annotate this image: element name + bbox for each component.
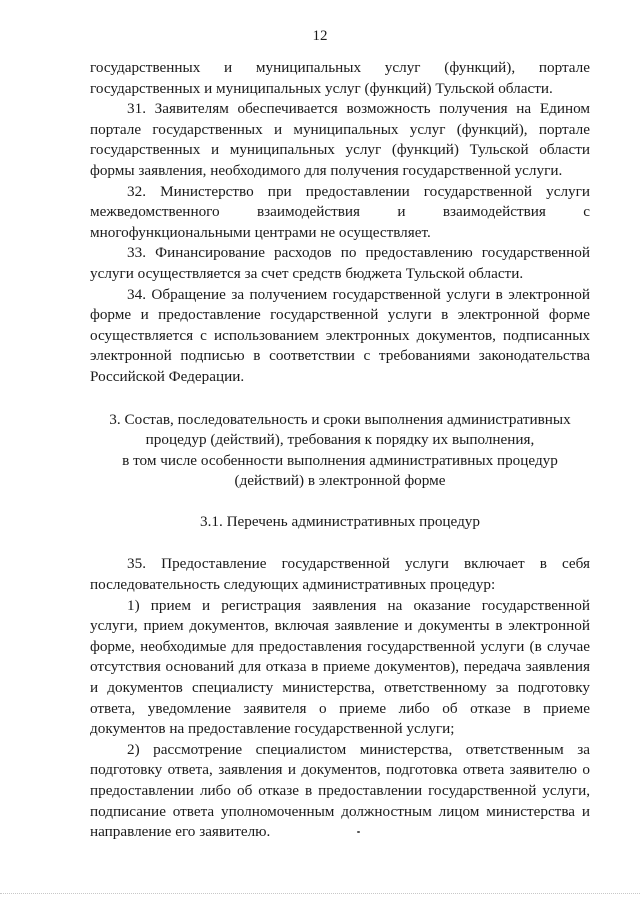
- subsection-heading: 3.1. Перечень административных процедур: [200, 512, 480, 530]
- paragraph: 33. Финансирование расходов по предоставлению государственной услуги осуществляется за счет средств бюджета Тульской области.: [90, 244, 590, 282]
- section-heading-line: в том числе особенности выполнения административных процедур: [122, 451, 558, 469]
- document-body: [90, 58, 590, 843]
- section-heading-line: (действий) в электронной форме: [234, 472, 446, 490]
- section-heading-line: процедур (действий), требования к порядку их выполнения,: [145, 431, 535, 449]
- paragraph: 1) прием и регистрация заявления на оказание государственной услуги, прием документов, включая заявление и документы в электронной форме, необходимые для предоставления государственной услуги (в случае отсутствия оснований для отказа в приеме документов), передача заявления и документов специалисту министерства, ответственному за подготовку ответа, уведомление заявителя о приеме либо об отказе в приеме документов на предоставление государственной услуги;: [90, 596, 590, 738]
- paragraph: 35. Предоставление государственной услуги включает в себя последовательность следующих административных процедур:: [90, 555, 590, 594]
- paragraph: 31. Заявителям обеспечивается возможность получения на Едином портале государственных и муниципальных услуг (функций), портале государственных и муниципальных услуг (функций) Тульской области формы заявления, необходимого для получения государственной услуги.: [90, 100, 590, 179]
- section-heading: [90, 410, 590, 492]
- paragraph: 2) рассмотрение специалистом министерства, ответственным за подготовку ответа, заявления и документов, подготовка ответа заявителю о предоставлении либо об отказе в предоставлении государственной услуги, подписание ответа уполномоченным должностным лицом министерства и направление его заявителю.: [90, 740, 590, 841]
- page-number: 12: [312, 28, 328, 44]
- section-heading-line: 3. Состав, последовательность и сроки выполнения административных: [109, 410, 571, 428]
- paragraph: 32. Министерство при предоставлении государственной услуги межведомственного взаимодействия и взаимодействия с многофункциональными центрами не осуществляет.: [90, 182, 590, 241]
- paragraph-group-bottom: [90, 554, 590, 842]
- scan-speck: [357, 831, 360, 833]
- paragraph: 34. Обращение за получением государственной услуги в электронной форме и предоставление государственной услуги в электронной форме осуществляется с использованием электронных документов, подписанных электронной подписью в соответствии с требованиями законодательства Российской Федерации.: [90, 285, 590, 385]
- scan-edge-noise: [0, 893, 640, 896]
- paragraph-group-top: [90, 58, 590, 388]
- paragraph: государственных и муниципальных услуг (функций), портале государственных и муниципальных услуг (функций) Тульской области.: [90, 59, 590, 97]
